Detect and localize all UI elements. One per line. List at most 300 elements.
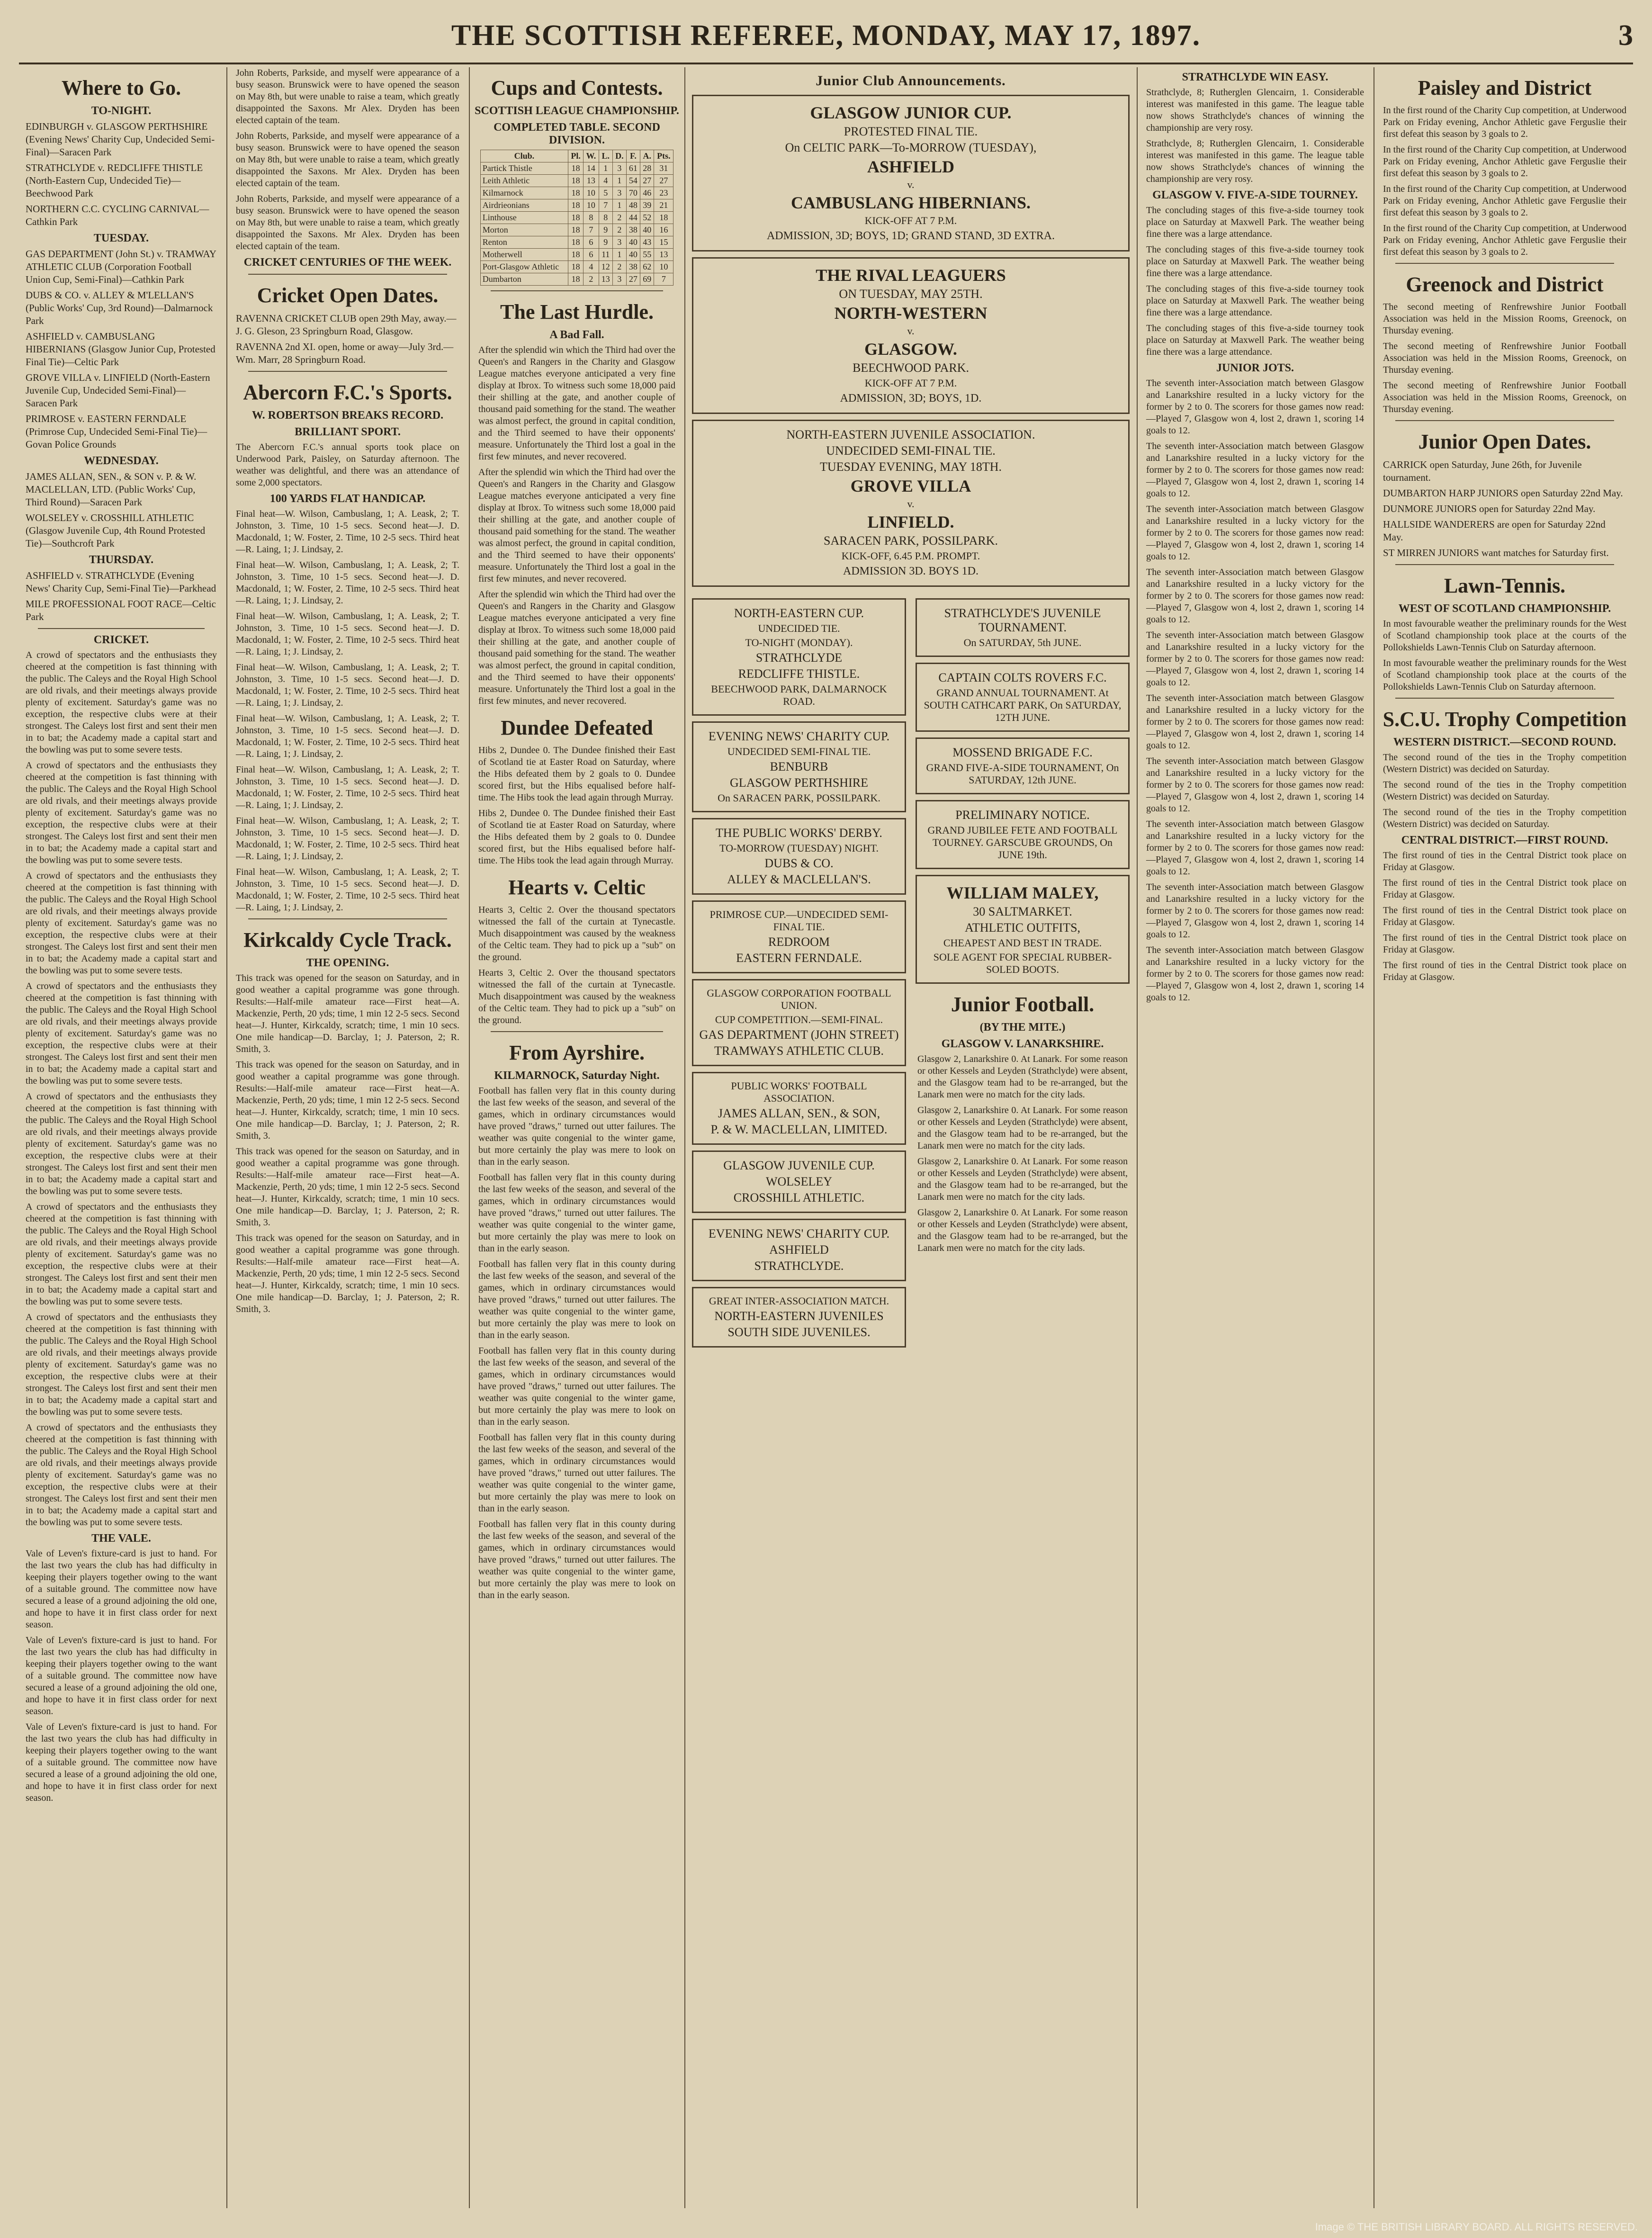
divider bbox=[491, 290, 663, 291]
junior-football-subheading: GLASGOW V. LANARKSHIRE. bbox=[941, 1038, 1104, 1050]
stat-cell: 16 bbox=[654, 224, 673, 236]
tonight-heading: TO-NIGHT. bbox=[91, 105, 152, 117]
stat-cell: 10 bbox=[654, 261, 673, 273]
article-text: In the first round of the Charity Cup competition, at Underwood Park on Friday evening, Anchor Athletic gave Ferguslie their first defeat this season by 3 goals to 2. bbox=[1383, 223, 1626, 257]
stat-cell: 38 bbox=[626, 224, 640, 236]
stat-cell: 15 bbox=[654, 236, 673, 249]
junior-jots-heading: JUNIOR JOTS. bbox=[1216, 362, 1294, 374]
stat-cell: 27 bbox=[640, 175, 654, 187]
ad-subtitle: PROTESTED FINAL TIE. bbox=[844, 125, 978, 138]
stat-cell: 6 bbox=[584, 236, 599, 249]
article-text: John Roberts, Parkside, and myself were appearance of a busy season. Brunswick were to have opened the season on May 8th, but were unable to raise a team, which greatly disappointed the Saxons. Mr Alex. Dryden has been elected captain of the team. bbox=[236, 68, 459, 126]
ad-versus: v. bbox=[907, 498, 915, 510]
article-text: Glasgow 2, Lanarkshire 0. At Lanark. For some reason or other Kessels and Leyden (Strathclyde) were absent, and the Glasgow team had to be re-arranged, but the Lanark men were no match for the city lads. bbox=[917, 1105, 1128, 1151]
column-4 bbox=[687, 67, 1134, 2208]
column-rule bbox=[1137, 67, 1138, 2208]
article-text: A crowd of spectators and the enthusiasts they cheered at the competition is fast thinning with the public. The Caleys and the Royal High School are old rivals, and their meetings always provide plenty of excitement. Saturday's game was no exception, the respective clubs were at their strongest. The Caleys lost first and sent their men in to bat; the Academy made a capital start and the bowling was put to some severe tests. bbox=[26, 1422, 217, 1528]
abercorn-heading: Abercorn F.C.'s Sports. bbox=[243, 381, 452, 404]
article-text: After the splendid win which the Third had over the Queen's and Rangers in the Charity and Glasgow League matches everyone anticipated a very fine display at Ibrox. To witness such some 18,000 paid their shilling at the gate, and another couple of thousand paid something for the stand. The weather was almost perfect, the ground in capital condition, and the Third seemed to have their opponents' measure. Unfortunately the Third lost a goal in the first few minutes, and never recovered. bbox=[478, 589, 675, 706]
column-header: Pts. bbox=[654, 150, 673, 162]
club-name-cell: Port-Glasgow Athletic bbox=[480, 261, 568, 273]
table-row bbox=[480, 236, 673, 249]
ad-team: EASTERN FERNDALE. bbox=[736, 951, 862, 965]
ad-text: GRAND JUBILEE FETE AND FOOTBALL TOURNEY. GARSCUBE GROUNDS, On JUNE 19th. bbox=[927, 824, 1118, 861]
listing-item: RAVENNA 2nd XI. open, home or away—July 3rd.—Wm. Marr, 28 Springburn Road. bbox=[236, 341, 454, 365]
stat-cell: 62 bbox=[640, 261, 654, 273]
article-text: The seventh inter-Association match between Glasgow and Lanarkshire resulted in a lucky victory for the former by 2 to 0. The scorers for those games now read:—Played 7, Glasgow won 4, lost 2, drawn 1, scoring 14 goals to 12. bbox=[1146, 567, 1364, 625]
divider bbox=[38, 628, 205, 629]
article-text: Football has fallen very flat in this county during the last few weeks of the season, and several of the games, which in ordinary circumstances would have proved "draws," turned out utter failures. The weather was quite congenial to the winter game, but more certainly the play was mere to look on than in the early season. bbox=[478, 1346, 675, 1427]
column-header: L. bbox=[599, 150, 612, 162]
article-text: After the splendid win which the Third had over the Queen's and Rangers in the Charity and Glasgow League matches everyone anticipated a very fine display at Ibrox. To witness such some 18,000 paid their shilling at the gate, and another couple of thousand paid something for the stand. The weather was almost perfect, the ground in capital condition, and the Third seemed to have their opponents' measure. Unfortunately the Third lost a goal in the first few minutes, and never recovered. bbox=[478, 345, 675, 462]
article-text: Vale of Leven's fixture-card is just to hand. For the last two years the club has had difficulty in keeping their players together owing to the want of a suitable ground. The committee now have secured a lease of a ground adjoining the old one, and hope to have it in first class order for next season. bbox=[26, 1635, 217, 1717]
article-text: This track was opened for the season on Saturday, and in good weather a capital programme was gone through. Results:—Half-mile amateur race—First heat—A. Mackenzie, Perth, 20 yds; time, 1 min 12 2-5 secs. Second heat—J. Hunter, Kirkcaldy, scratch; time, 1 min 10 secs. One mile handicap—D. Barclay, 1; J. Paterson, 2; R. Smith, 3. bbox=[236, 1060, 459, 1141]
league-subtitle: COMPLETED TABLE. SECOND DIVISION. bbox=[494, 121, 660, 146]
column-5 bbox=[1140, 67, 1371, 2208]
stat-cell: 7 bbox=[599, 199, 612, 212]
stat-cell: 13 bbox=[654, 249, 673, 261]
stat-cell: 7 bbox=[654, 273, 673, 286]
ad-team: WOLSELEY bbox=[765, 1175, 833, 1188]
article-text: The seventh inter-Association match between Glasgow and Lanarkshire resulted in a lucky victory for the former by 2 to 0. The scorers for those games now read:—Played 7, Glasgow won 4, lost 2, drawn 1, scoring 14 goals to 12. bbox=[1146, 819, 1364, 877]
article-text: Glasgow 2, Lanarkshire 0. At Lanark. For some reason or other Kessels and Leyden (Strathclyde) were absent, and the Glasgow team had to be re-arranged, but the Lanark men were no match for the city lads. bbox=[917, 1156, 1128, 1202]
article-text: Hibs 2, Dundee 0. The Dundee finished their East of Scotland tie at Easter Road on Saturday, where the Hibs defeated them by 2 goals to 0. Dundee scored first, but the Hibs equalised before half-time. The Hibs took the lead again through Murray. bbox=[478, 808, 675, 866]
table-row bbox=[480, 249, 673, 261]
stat-cell: 10 bbox=[584, 187, 599, 199]
listing-item: ST MIRREN JUNIORS want matches for Saturday first. bbox=[1383, 547, 1609, 558]
ad-kickoff: KICK-OFF AT 7 P.M. bbox=[864, 377, 957, 389]
ad-team: SOUTH SIDE JUVENILES. bbox=[727, 1325, 871, 1339]
stat-cell: 27 bbox=[626, 273, 640, 286]
article-text: A crowd of spectators and the enthusiasts they cheered at the competition is fast thinning with the public. The Caleys and the Royal High School are old rivals, and their meetings always provide plenty of excitement. Saturday's game was no exception, the respective clubs were at their strongest. The Caleys lost first and sent their men in to bat; the Academy made a capital start and the bowling was put to some severe tests. bbox=[26, 1091, 217, 1196]
ayrshire-dateline: KILMARNOCK, Saturday Night. bbox=[494, 1070, 660, 1082]
stat-cell: 3 bbox=[612, 236, 626, 249]
article-text: A crowd of spectators and the enthusiasts they cheered at the competition is fast thinning with the public. The Caleys and the Royal High School are old rivals, and their meetings always provide plenty of excitement. Saturday's game was no exception, the respective clubs were at their strongest. The Caleys lost first and sent their men in to bat; the Academy made a capital start and the bowling was put to some severe tests. bbox=[26, 871, 217, 976]
article-text: The second meeting of Renfrewshire Junior Football Association was held in the Mission Rooms, Greenock, on Thursday evening. bbox=[1383, 341, 1626, 375]
club-name-cell: Airdrieonians bbox=[480, 199, 568, 212]
results-text: Final heat—W. Wilson, Cambuslang, 1; A. Leask, 2; T. Johnston, 3. Time, 10 1-5 secs. Second heat—J. D. Macdonald, 1; W. Foster, 2. Time, 10 2-5 secs. Third heat—R. Laing, 1; J. Lindsay, 2. bbox=[236, 867, 459, 913]
results-text: Final heat—W. Wilson, Cambuslang, 1; A. Leask, 2; T. Johnston, 3. Time, 10 1-5 secs. Second heat—J. D. Macdonald, 1; W. Foster, 2. Time, 10 2-5 secs. Third heat—R. Laing, 1; J. Lindsay, 2. bbox=[236, 560, 459, 606]
ad-team: JAMES ALLAN, SEN., & SON, bbox=[718, 1106, 880, 1120]
dundee-heading: Dundee Defeated bbox=[501, 716, 653, 739]
ad-title: STRATHCLYDE'S JUVENILE TOURNAMENT. bbox=[944, 606, 1101, 634]
ad-title: PRELIMINARY NOTICE. bbox=[955, 808, 1090, 822]
article-text: The seventh inter-Association match between Glasgow and Lanarkshire resulted in a lucky victory for the former by 2 to 0. The scorers for those games now read:—Played 7, Glasgow won 4, lost 2, drawn 1, scoring 14 goals to 12. bbox=[1146, 441, 1364, 499]
article-text: Football has fallen very flat in this county during the last few weeks of the season, and several of the games, which in ordinary circumstances would have proved "draws," turned out utter failures. The weather was quite congenial to the winter game, but more certainly the play was mere to look on than in the early season. bbox=[478, 1172, 675, 1254]
advertisement bbox=[692, 1219, 906, 1281]
ad-team: CROSSHILL ATHLETIC. bbox=[733, 1191, 865, 1204]
junior-announcements-heading: Junior Club Announcements. bbox=[816, 73, 1006, 89]
cricket-heading: CRICKET. bbox=[93, 634, 149, 646]
stat-cell: 3 bbox=[612, 273, 626, 286]
central-district-heading: CENTRAL DISTRICT.—FIRST ROUND. bbox=[1401, 834, 1608, 846]
stat-cell: 11 bbox=[599, 249, 612, 261]
thursday-heading: THURSDAY. bbox=[89, 554, 154, 566]
article-text: A crowd of spectators and the enthusiasts they cheered at the competition is fast thinning with the public. The Caleys and the Royal High School are old rivals, and their meetings always provide plenty of excitement. Saturday's game was no exception, the respective clubs were at their strongest. The Caleys lost first and sent their men in to bat; the Academy made a capital start and the bowling was put to some severe tests. bbox=[26, 1202, 217, 1307]
ad-team: GLASGOW. bbox=[864, 340, 957, 359]
kirkcaldy-subheading: THE OPENING. bbox=[306, 957, 389, 969]
stat-cell: 55 bbox=[640, 249, 654, 261]
ad-title: NORTH-EASTERN JUVENILE ASSOCIATION. bbox=[786, 428, 1035, 441]
hearts-heading: Hearts v. Celtic bbox=[508, 876, 646, 899]
page-number: 3 bbox=[1618, 19, 1633, 52]
column-6 bbox=[1376, 67, 1633, 2208]
stat-cell: 4 bbox=[599, 175, 612, 187]
article-text: The seventh inter-Association match between Glasgow and Lanarkshire resulted in a lucky victory for the former by 2 to 0. The scorers for those games now read:—Played 7, Glasgow won 4, lost 2, drawn 1, scoring 14 goals to 12. bbox=[1146, 504, 1364, 562]
lawn-tennis-subheading: WEST OF SCOTLAND CHAMPIONSHIP. bbox=[1398, 602, 1611, 615]
article-text: A crowd of spectators and the enthusiasts they cheered at the competition is fast thinning with the public. The Caleys and the Royal High School are old rivals, and their meetings always provide plenty of excitement. Saturday's game was no exception, the respective clubs were at their strongest. The Caleys lost first and sent their men in to bat; the Academy made a capital start and the bowling was put to some severe tests. bbox=[26, 981, 217, 1086]
stat-cell: 40 bbox=[626, 249, 640, 261]
column-3 bbox=[472, 67, 682, 2208]
article-text: The first round of ties in the Central District took place on Friday at Glasgow. bbox=[1383, 850, 1626, 872]
column-rule bbox=[469, 67, 470, 2208]
wednesday-heading: WEDNESDAY. bbox=[84, 455, 159, 467]
divider bbox=[248, 274, 447, 275]
five-a-side-heading: GLASGOW V. FIVE-A-SIDE TOURNEY. bbox=[1152, 189, 1358, 201]
results-text: Final heat—W. Wilson, Cambuslang, 1; A. Leask, 2; T. Johnston, 3. Time, 10 1-5 secs. Second heat—J. D. Macdonald, 1; W. Foster, 2. Time, 10 2-5 secs. Third heat—R. Laing, 1; J. Lindsay, 2. bbox=[236, 611, 459, 657]
stat-cell: 69 bbox=[640, 273, 654, 286]
ad-subtitle: UNDECIDED SEMI-FINAL TIE. bbox=[727, 746, 871, 757]
column-1 bbox=[19, 67, 224, 2208]
article-text: Strathclyde, 8; Rutherglen Glencairn, 1. Considerable interest was manifested in this game. The league table now shows Strathclyde's chances of winning the championship are very rosy. bbox=[1146, 138, 1364, 184]
column-header: D. bbox=[612, 150, 626, 162]
ad-venue: On SARACEN PARK, POSSILPARK. bbox=[718, 792, 880, 804]
article-text: Vale of Leven's fixture-card is just to hand. For the last two years the club has had difficulty in keeping their players together owing to the want of a suitable ground. The committee now have secured a lease of a ground adjoining the old one, and hope to have it in first class order for next season. bbox=[26, 1548, 217, 1630]
league-table bbox=[480, 150, 673, 286]
stat-cell: 1 bbox=[612, 175, 626, 187]
stat-cell: 3 bbox=[612, 187, 626, 199]
listing-item: DUNMORE JUNIORS open for Saturday 22nd May. bbox=[1383, 503, 1596, 514]
stat-cell: 18 bbox=[568, 273, 584, 286]
stat-cell: 28 bbox=[640, 162, 654, 175]
yard-flat-heading: 100 YARDS FLAT HANDICAP. bbox=[269, 493, 426, 505]
divider bbox=[1395, 698, 1614, 699]
league-title: SCOTTISH LEAGUE CHAMPIONSHIP. bbox=[475, 105, 679, 117]
table-row bbox=[480, 199, 673, 212]
ad-title: GLASGOW CORPORATION FOOTBALL UNION. bbox=[707, 987, 891, 1011]
stat-cell: 2 bbox=[612, 212, 626, 224]
ad-date: TO-MORROW (TUESDAY) NIGHT. bbox=[719, 842, 879, 854]
kirkcaldy-heading: Kirkcaldy Cycle Track. bbox=[243, 928, 452, 952]
ad-team: STRATHCLYDE. bbox=[754, 1259, 844, 1273]
listing-item: JAMES ALLAN, SEN., & SON v. P. & W. MACLELLAN, LTD. (Public Works' Cup, Third Round)—Saracen Park bbox=[26, 471, 197, 508]
advertisement bbox=[692, 257, 1130, 414]
club-name-cell: Motherwell bbox=[480, 249, 568, 261]
article-text: Football has fallen very flat in this county during the last few weeks of the season, and several of the games, which in ordinary circumstances would have proved "draws," turned out utter failures. The weather was quite congenial to the winter game, but more certainly the play was mere to look on than in the early season. bbox=[478, 1519, 675, 1600]
ad-subtitle: CUP COMPETITION.—SEMI-FINAL. bbox=[715, 1014, 883, 1025]
stat-cell: 18 bbox=[568, 249, 584, 261]
article-text: In most favourable weather the preliminary rounds for the West of Scotland championship took place at the courts of the Pollokshields Lawn-Tennis Club on Saturday afternoon. bbox=[1383, 658, 1626, 692]
article-text: The concluding stages of this five-a-side tourney took place on Saturday at Maxwell Park. The weather being fine there was a large attendance. bbox=[1146, 323, 1364, 357]
article-text: The first round of ties in the Central District took place on Friday at Glasgow. bbox=[1383, 905, 1626, 927]
advertisement bbox=[916, 737, 1130, 794]
article-text: The second round of the ties in the Trophy competition (Western District) was decided on Saturday. bbox=[1383, 752, 1626, 774]
stat-cell: 40 bbox=[626, 236, 640, 249]
ad-team: CAMBUSLANG HIBERNIANS. bbox=[790, 193, 1031, 212]
stat-cell: 12 bbox=[599, 261, 612, 273]
listing-item: GROVE VILLA v. LINFIELD (North-Eastern Juvenile Cup, Undecided Semi-Final)—Saracen Park bbox=[26, 372, 210, 409]
ad-title: GLASGOW JUVENILE CUP. bbox=[723, 1159, 875, 1172]
column-2 bbox=[229, 67, 466, 2208]
ad-team: GAS DEPARTMENT (JOHN STREET) bbox=[699, 1028, 899, 1042]
results-text: Final heat—W. Wilson, Cambuslang, 1; A. Leask, 2; T. Johnston, 3. Time, 10 1-5 secs. Second heat—J. D. Macdonald, 1; W. Foster, 2. Time, 10 2-5 secs. Third heat—R. Laing, 1; J. Lindsay, 2. bbox=[236, 816, 459, 862]
article-text: A crowd of spectators and the enthusiasts they cheered at the competition is fast thinning with the public. The Caleys and the Royal High School are old rivals, and their meetings always provide plenty of excitement. Saturday's game was no exception, the respective clubs were at their strongest. The Caleys lost first and sent their men in to bat; the Academy made a capital start and the bowling was put to some severe tests. bbox=[26, 1312, 217, 1417]
ad-admission: ADMISSION 3D. BOYS 1D. bbox=[843, 565, 979, 577]
table-row bbox=[480, 261, 673, 273]
article-text: Vale of Leven's fixture-card is just to hand. For the last two years the club has had difficulty in keeping their players together owing to the want of a suitable ground. The committee now have secured a lease of a ground adjoining the old one, and hope to have it in first class order for next season. bbox=[26, 1722, 217, 1803]
ad-team: ALLEY & MACLELLAN'S. bbox=[727, 872, 871, 886]
junior-football-byline: (BY THE MITE.) bbox=[979, 1021, 1066, 1034]
brilliant-sport-heading: BRILLIANT SPORT. bbox=[295, 426, 401, 438]
club-name-cell: Renton bbox=[480, 236, 568, 249]
ads-left-column bbox=[687, 593, 911, 1353]
advertisement bbox=[692, 598, 906, 716]
where-to-go-heading: Where to Go. bbox=[61, 76, 181, 99]
scu-subheading: WESTERN DISTRICT.—SECOND ROUND. bbox=[1393, 736, 1616, 748]
ad-subtitle: UNDECIDED SEMI-FINAL TIE. bbox=[826, 444, 996, 458]
last-hurdle-heading: The Last Hurdle. bbox=[500, 300, 654, 324]
stat-cell: 3 bbox=[612, 162, 626, 175]
results-text: Final heat—W. Wilson, Cambuslang, 1; A. Leask, 2; T. Johnston, 3. Time, 10 1-5 secs. Second heat—J. D. Macdonald, 1; W. Foster, 2. Time, 10 2-5 secs. Third heat—R. Laing, 1; J. Lindsay, 2. bbox=[236, 764, 459, 810]
club-name-cell: Morton bbox=[480, 224, 568, 236]
divider bbox=[1395, 564, 1614, 565]
ad-team: ASHFIELD bbox=[769, 1243, 829, 1257]
listing-item: NORTHERN C.C. CYCLING CARNIVAL—Cathkin Park bbox=[26, 203, 209, 227]
advertisement bbox=[692, 818, 906, 895]
article-text: In the first round of the Charity Cup competition, at Underwood Park on Friday evening, Anchor Athletic gave Ferguslie their first defeat this season by 3 goals to 2. bbox=[1383, 144, 1626, 179]
listing-item: PRIMROSE v. EASTERN FERNDALE (Primrose Cup, Undecided Semi-Final Tie)—Govan Police Grounds bbox=[26, 413, 207, 450]
article-text: Football has fallen very flat in this county during the last few weeks of the season, and several of the games, which in ordinary circumstances would have proved "draws," turned out utter failures. The weather was quite congenial to the winter game, but more certainly the play was mere to look on than in the early season. bbox=[478, 1432, 675, 1514]
ad-team: REDCLIFFE THISTLE. bbox=[738, 667, 860, 681]
stat-cell: 13 bbox=[599, 273, 612, 286]
advertisement bbox=[692, 1072, 906, 1145]
ad-admission: ADMISSION, 3D; BOYS, 1D. bbox=[840, 392, 982, 404]
divider bbox=[491, 1031, 663, 1032]
article-text: The Abercorn F.C.'s annual sports took place on Underwood Park, Paisley, on Saturday afternoon. The weather was delightful, and there was an attendance of some 2,000 spectators. bbox=[236, 442, 459, 488]
ad-title: EVENING NEWS' CHARITY CUP. bbox=[708, 1227, 890, 1240]
advertisement bbox=[916, 800, 1130, 869]
stat-cell: 31 bbox=[654, 162, 673, 175]
stat-cell: 9 bbox=[599, 236, 612, 249]
stat-cell: 27 bbox=[654, 175, 673, 187]
stat-cell: 54 bbox=[626, 175, 640, 187]
club-name-cell: Kilmarnock bbox=[480, 187, 568, 199]
ad-team: GLASGOW PERTHSHIRE bbox=[730, 776, 868, 790]
ad-title: NORTH-EASTERN CUP. bbox=[734, 606, 864, 620]
results-text: Final heat—W. Wilson, Cambuslang, 1; A. Leask, 2; T. Johnston, 3. Time, 10 1-5 secs. Second heat—J. D. Macdonald, 1; W. Foster, 2. Time, 10 2-5 secs. Third heat—R. Laing, 1; J. Lindsay, 2. bbox=[236, 713, 459, 759]
ad-venue: BEECHWOOD PARK. bbox=[852, 361, 970, 375]
ad-title: WILLIAM MALEY, bbox=[946, 883, 1099, 902]
table-row bbox=[480, 273, 673, 286]
ad-title: EVENING NEWS' CHARITY CUP. bbox=[708, 729, 890, 743]
article-text: The second round of the ties in the Trophy competition (Western District) was decided on Saturday. bbox=[1383, 807, 1626, 829]
stat-cell: 8 bbox=[599, 212, 612, 224]
table-row bbox=[480, 212, 673, 224]
stat-cell: 40 bbox=[640, 224, 654, 236]
column-header: W. bbox=[584, 150, 599, 162]
ayrshire-heading: From Ayrshire. bbox=[509, 1041, 645, 1064]
ad-team: GROVE VILLA bbox=[850, 476, 971, 495]
stat-cell: 18 bbox=[568, 236, 584, 249]
ad-title: PRIMROSE CUP.—UNDECIDED SEMI-FINAL TIE. bbox=[709, 908, 889, 933]
column-header: Club. bbox=[480, 150, 568, 162]
article-text: In most favourable weather the preliminary rounds for the West of Scotland championship took place at the courts of the Pollokshields Lawn-Tennis Club on Saturday afternoon. bbox=[1383, 619, 1626, 653]
stat-cell: 2 bbox=[612, 224, 626, 236]
ad-title: THE PUBLIC WORKS' DERBY. bbox=[716, 826, 882, 840]
ad-venue: BEECHWOOD PARK, DALMARNOCK ROAD. bbox=[711, 683, 887, 707]
article-text: The seventh inter-Association match between Glasgow and Lanarkshire resulted in a lucky victory for the former by 2 to 0. The scorers for those games now read:—Played 7, Glasgow won 4, lost 2, drawn 1, scoring 14 goals to 12. bbox=[1146, 693, 1364, 751]
article-text: The second meeting of Renfrewshire Junior Football Association was held in the Mission Rooms, Greenock, on Thursday evening. bbox=[1383, 380, 1626, 414]
article-text: A crowd of spectators and the enthusiasts they cheered at the competition is fast thinning with the public. The Caleys and the Royal High School are old rivals, and their meetings always provide plenty of excitement. Saturday's game was no exception, the respective clubs were at their strongest. The Caleys lost first and sent their men in to bat; the Academy made a capital start and the bowling was put to some severe tests. bbox=[26, 650, 217, 755]
stat-cell: 4 bbox=[584, 261, 599, 273]
club-name-cell: Linthouse bbox=[480, 212, 568, 224]
article-text: The seventh inter-Association match between Glasgow and Lanarkshire resulted in a lucky victory for the former by 2 to 0. The scorers for those games now read:—Played 7, Glasgow won 4, lost 2, drawn 1, scoring 14 goals to 12. bbox=[1146, 882, 1364, 940]
stat-cell: 46 bbox=[640, 187, 654, 199]
article-text: The concluding stages of this five-a-side tourney took place on Saturday at Maxwell Park. The weather being fine there was a large attendance. bbox=[1146, 205, 1364, 239]
junior-open-dates-heading: Junior Open Dates. bbox=[1418, 430, 1591, 453]
article-text: The first round of ties in the Central District took place on Friday at Glasgow. bbox=[1383, 960, 1626, 982]
stat-cell: 1 bbox=[612, 249, 626, 261]
cricket-open-dates-heading: Cricket Open Dates. bbox=[257, 284, 439, 307]
listing-item: DUBS & CO. v. ALLEY & M'LELLAN'S (Public Works' Cup, 3rd Round)—Dalmarnock Park bbox=[26, 289, 213, 326]
article-text: The concluding stages of this five-a-side tourney took place on Saturday at Maxwell Park. The weather being fine there was a large attendance. bbox=[1146, 284, 1364, 318]
club-name-cell: Partick Thistle bbox=[480, 162, 568, 175]
table-row bbox=[480, 187, 673, 199]
advertisement bbox=[692, 1150, 906, 1213]
stat-cell: 18 bbox=[568, 162, 584, 175]
column-rule bbox=[226, 67, 227, 2208]
ad-title: THE RIVAL LEAGUERS bbox=[816, 266, 1006, 285]
results-text: Final heat—W. Wilson, Cambuslang, 1; A. Leask, 2; T. Johnston, 3. Time, 10 1-5 secs. Second heat—J. D. Macdonald, 1; W. Foster, 2. Time, 10 2-5 secs. Third heat—R. Laing, 1; J. Lindsay, 2. bbox=[236, 662, 459, 708]
stat-cell: 13 bbox=[584, 175, 599, 187]
stat-cell: 38 bbox=[626, 261, 640, 273]
advertisement bbox=[692, 721, 906, 812]
ad-date: TO-NIGHT (MONDAY). bbox=[745, 637, 853, 648]
listing-item: ASHFIELD v. STRATHCLYDE (Evening News' Charity Cup, Semi-Final Tie)—Parkhead bbox=[26, 570, 216, 594]
column-header: A. bbox=[640, 150, 654, 162]
article-text: Football has fallen very flat in this county during the last few weeks of the season, and several of the games, which in ordinary circumstances would have proved "draws," turned out utter failures. The weather was quite congenial to the winter game, but more certainly the play was mere to look on than in the early season. bbox=[478, 1086, 675, 1167]
stat-cell: 6 bbox=[584, 249, 599, 261]
advertisement bbox=[692, 95, 1130, 252]
listing-item: MILE PROFESSIONAL FOOT RACE—Celtic Park bbox=[26, 598, 216, 622]
advertisement bbox=[916, 875, 1130, 984]
article-text: The second meeting of Renfrewshire Junior Football Association was held in the Mission Rooms, Greenock, on Thursday evening. bbox=[1383, 302, 1626, 336]
ad-team: DUBS & CO. bbox=[764, 856, 834, 870]
divider bbox=[248, 371, 447, 372]
ad-subtitle: ATHLETIC OUTFITS, bbox=[964, 921, 1081, 935]
ad-kickoff: KICK-OFF AT 7 P.M. bbox=[864, 215, 957, 226]
stat-cell: 18 bbox=[568, 224, 584, 236]
article-text: Football has fallen very flat in this county during the last few weeks of the season, and several of the games, which in ordinary circumstances would have proved "draws," turned out utter failures. The weather was quite congenial to the winter game, but more certainly the play was mere to look on than in the early season. bbox=[478, 1259, 675, 1340]
advertisement bbox=[692, 1287, 906, 1348]
stat-cell: 52 bbox=[640, 212, 654, 224]
advertisement bbox=[692, 979, 906, 1066]
ad-team: NORTH-WESTERN bbox=[834, 304, 988, 323]
paisley-heading: Paisley and District bbox=[1418, 76, 1592, 99]
ad-team: REDROOM bbox=[768, 935, 830, 949]
advertisement bbox=[692, 420, 1130, 587]
column-rule bbox=[684, 67, 685, 2208]
table-row bbox=[480, 175, 673, 187]
stat-cell: 48 bbox=[626, 199, 640, 212]
ad-team: P. & W. MACLELLAN, LIMITED. bbox=[710, 1123, 888, 1136]
centuries-heading: CRICKET CENTURIES OF THE WEEK. bbox=[243, 256, 452, 269]
article-text: The seventh inter-Association match between Glasgow and Lanarkshire resulted in a lucky victory for the former by 2 to 0. The scorers for those games now read:—Played 7, Glasgow won 4, lost 2, drawn 1, scoring 14 goals to 12. bbox=[1146, 756, 1364, 814]
article-text: A crowd of spectators and the enthusiasts they cheered at the competition is fast thinning with the public. The Caleys and the Royal High School are old rivals, and their meetings always provide plenty of excitement. Saturday's game was no exception, the respective clubs were at their strongest. The Caleys lost first and sent their men in to bat; the Academy made a capital start and the bowling was put to some severe tests. bbox=[26, 760, 217, 865]
table-row bbox=[480, 224, 673, 236]
stat-cell: 8 bbox=[584, 212, 599, 224]
article-text: Hearts 3, Celtic 2. Over the thousand spectators witnessed the fall of the curtain at Tynecastle. Much disappointment was caused by the weakness of the Celtic team. They had to pick up a "sub" on the ground. bbox=[478, 905, 675, 962]
listing-item: CARRICK open Saturday, June 26th, for Juvenile tournament. bbox=[1383, 459, 1582, 483]
last-hurdle-subheading: A Bad Fall. bbox=[549, 329, 604, 341]
article-text: The first round of ties in the Central District took place on Friday at Glasgow. bbox=[1383, 878, 1626, 900]
ad-subtitle: UNDECIDED TIE. bbox=[758, 622, 840, 634]
lawn-tennis-heading: Lawn-Tennis. bbox=[1444, 574, 1566, 597]
article-text: The second round of the ties in the Trophy competition (Western District) was decided on Saturday. bbox=[1383, 780, 1626, 802]
scu-trophy-heading: S.C.U. Trophy Competition bbox=[1383, 708, 1627, 731]
listing-item: STRATHCLYDE v. REDCLIFFE THISTLE (North-Eastern Cup, Undecided Tie)—Beechwood Park bbox=[26, 162, 203, 199]
newspaper-title: THE SCOTTISH REFEREE, MONDAY, MAY 17, 1897. bbox=[451, 19, 1201, 52]
tuesday-heading: TUESDAY. bbox=[93, 232, 149, 244]
column-header: Pl. bbox=[568, 150, 584, 162]
table-row bbox=[480, 162, 673, 175]
listing-item: HALLSIDE WANDERERS are open for Saturday 22nd May. bbox=[1383, 519, 1606, 543]
article-text: John Roberts, Parkside, and myself were appearance of a busy season. Brunswick were to have opened the season on May 8th, but were unable to raise a team, which greatly disappointed the Saxons. Mr Alex. Dryden has been elected captain of the team. bbox=[236, 194, 459, 252]
article-text: In the first round of the Charity Cup competition, at Underwood Park on Friday evening, Anchor Athletic gave Ferguslie their first defeat this season by 3 goals to 2. bbox=[1383, 184, 1626, 218]
stat-cell: 2 bbox=[612, 261, 626, 273]
listing-item: RAVENNA CRICKET CLUB open 29th May, away.—J. G. Gleson, 23 Springburn Road, Glasgow. bbox=[236, 313, 457, 337]
article-text: The concluding stages of this five-a-side tourney took place on Saturday at Maxwell Park. The weather being fine there was a large attendance. bbox=[1146, 244, 1364, 279]
ad-text: SOLE AGENT FOR SPECIAL RUBBER-SOLED BOOTS. bbox=[933, 951, 1112, 975]
ad-team: NORTH-EASTERN JUVENILES bbox=[714, 1309, 884, 1323]
ad-title: PUBLIC WORKS' FOOTBALL ASSOCIATION. bbox=[731, 1080, 867, 1104]
ad-team: STRATHCLYDE bbox=[755, 651, 843, 665]
stat-cell: 18 bbox=[568, 212, 584, 224]
stat-cell: 21 bbox=[654, 199, 673, 212]
ad-versus: v. bbox=[907, 179, 915, 190]
divider bbox=[1395, 263, 1614, 264]
league-table-body bbox=[480, 162, 673, 286]
league-table-header bbox=[480, 150, 673, 162]
listing-item: DUMBARTON HARP JUNIORS open Saturday 22nd May. bbox=[1383, 487, 1623, 499]
stat-cell: 18 bbox=[568, 187, 584, 199]
article-text: Glasgow 2, Lanarkshire 0. At Lanark. For some reason or other Kessels and Leyden (Strathclyde) were absent, and the Glasgow team had to be re-arranged, but the Lanark men were no match for the city lads. bbox=[917, 1207, 1128, 1253]
ad-versus: v. bbox=[907, 325, 915, 337]
ad-text: CHEAPEST AND BEST IN TRADE. bbox=[943, 937, 1102, 949]
ad-date: ON TUESDAY, MAY 25TH. bbox=[839, 287, 983, 301]
listing-item: ASHFIELD v. CAMBUSLANG HIBERNIANS (Glasgow Junior Cup, Protested Final Tie)—Celtic Park bbox=[26, 331, 215, 368]
divider bbox=[1395, 420, 1614, 421]
ad-text: GRAND FIVE-A-SIDE TOURNAMENT, On SATURDAY, 12th JUNE. bbox=[926, 762, 1119, 786]
greenock-heading: Greenock and District bbox=[1406, 273, 1604, 296]
article-text: This track was opened for the season on Saturday, and in good weather a capital programme was gone through. Results:—Half-mile amateur race—First heat—A. Mackenzie, Perth, 20 yds; time, 1 min 12 2-5 secs. Second heat—J. Hunter, Kirkcaldy, scratch; time, 1 min 10 secs. One mile handicap—D. Barclay, 1; J. Paterson, 2; R. Smith, 3. bbox=[236, 973, 459, 1054]
column-header: F. bbox=[626, 150, 640, 162]
ad-team: ASHFIELD bbox=[867, 157, 955, 176]
article-text: Hearts 3, Celtic 2. Over the thousand spectators witnessed the fall of the curtain at Tynecastle. Much disappointment was caused by the weakness of the Celtic team. They had to pick up a "sub" on the ground. bbox=[478, 968, 675, 1025]
club-name-cell: Dumbarton bbox=[480, 273, 568, 286]
advertisement bbox=[916, 598, 1130, 657]
stat-cell: 10 bbox=[584, 199, 599, 212]
divider bbox=[248, 918, 447, 919]
ad-text: On SATURDAY, 5th JUNE. bbox=[963, 637, 1082, 648]
article-text: The seventh inter-Association match between Glasgow and Lanarkshire resulted in a lucky victory for the former by 2 to 0. The scorers for those games now read:—Played 7, Glasgow won 4, lost 2, drawn 1, scoring 14 goals to 12. bbox=[1146, 630, 1364, 688]
article-text: The seventh inter-Association match between Glasgow and Lanarkshire resulted in a lucky victory for the former by 2 to 0. The scorers for those games now read:—Played 7, Glasgow won 4, lost 2, drawn 1, scoring 14 goals to 12. bbox=[1146, 945, 1364, 1003]
stat-cell: 61 bbox=[626, 162, 640, 175]
masthead-rule bbox=[19, 63, 1633, 64]
stat-cell: 14 bbox=[584, 162, 599, 175]
masthead bbox=[0, 19, 1652, 62]
ad-text: GRAND ANNUAL TOURNAMENT. At SOUTH CATHCART PARK, On SATURDAY, 12TH JUNE. bbox=[924, 687, 1122, 723]
